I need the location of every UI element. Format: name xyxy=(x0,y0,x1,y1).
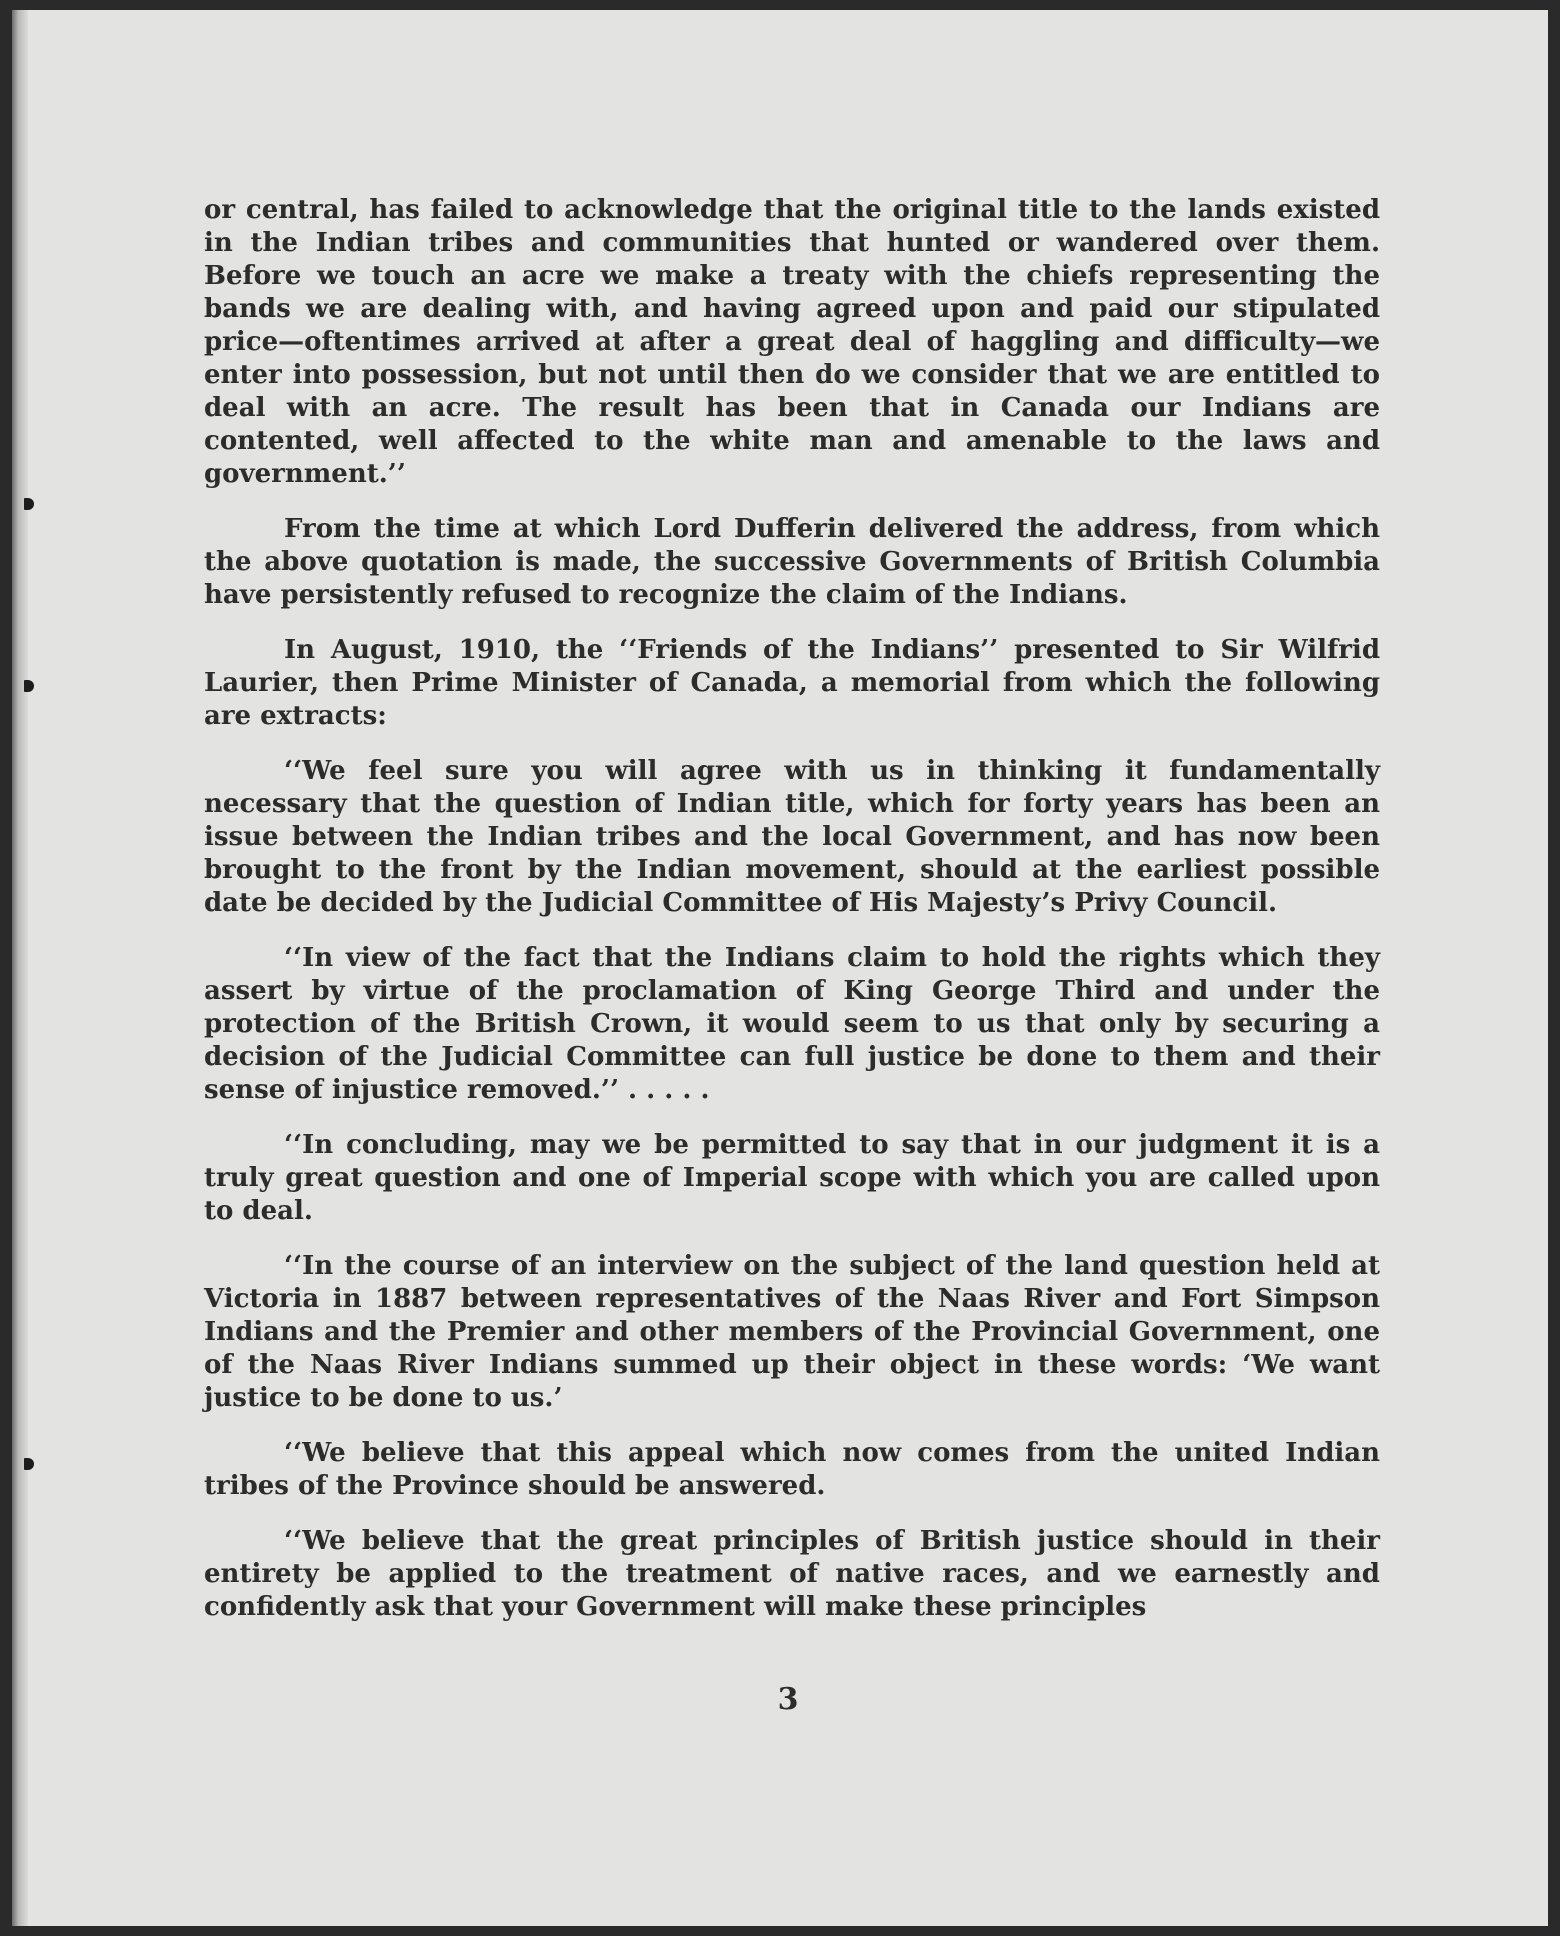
binding-mark xyxy=(24,498,34,510)
paragraph-memorial-intro: In August, 1910, the ‘‘Friends of the Indians’’ presented to Sir Wilfrid Laurier, then Prime Minister of Canada, a memorial from which the following are extracts: xyxy=(204,635,1380,731)
binding-mark xyxy=(24,1458,34,1470)
body-text xyxy=(204,194,1380,1646)
quote-concluding: ‘‘In concluding, may we be permitted to say that in our judgment it is a truly great question and one of Imperial scope with which you are called upon to deal. xyxy=(204,1130,1380,1226)
paragraph-continuation: or central, has failed to acknowledge that the original title to the lands existed in the Indian tribes and communities that hunted or wandered over them. Before we touch an acre we make a treaty with the chiefs representing the bands we are dealing with, and having agreed upon and paid our stipulated price—oftentimes arrived at after a great deal of haggling and difficulty—we enter into possession, but not until then do we consider that we are entitled to deal with an acre. The result has been that in Canada our Indians are contented, well affected to the white man and amenable to the laws and government.’’ xyxy=(204,195,1380,489)
quote-king-george: ‘‘In view of the fact that the Indians claim to hold the rights which they assert by virtue of the proclamation of King George Third and under the protection of the British Crown, it would seem to us that only by securing a decision of the Judicial Committee can full justice be done to them and their sense of injustice removed.’’ . . . . . xyxy=(204,943,1380,1105)
binding-mark xyxy=(24,680,34,692)
quote-privy-council: ‘‘We feel sure you will agree with us in thinking it fundamentally necessary that the question of Indian title, which for forty years has been an issue between the Indian tribes and the local Government, and has now been brought to the front by the Indian movement, should at the earliest possible date be decided by the Judicial Committee of His Majesty’s Privy Council. xyxy=(204,756,1380,918)
quote-appeal: ‘‘We believe that this appeal which now comes from the united Indian tribes of the Province should be answered. xyxy=(204,1438,1380,1501)
quote-interview-1887: ‘‘In the course of an interview on the subject of the land question held at Victoria in 1887 between representatives of the Naas River and Fort Simpson Indians and the Premier and other members of the Provincial Government, one of the Naas River Indians summed up their object in these words: ‘We want justice to be done to us.’ xyxy=(204,1251,1380,1413)
document-page xyxy=(12,10,1548,1926)
binding-edge xyxy=(12,10,28,1926)
paragraph-dufferin: From the time at which Lord Dufferin delivered the address, from which the above quotation is made, the successive Governments of British Columbia have persistently refused to recognize the claim of the Indians. xyxy=(204,514,1380,610)
quote-british-justice: ‘‘We believe that the great principles of British justice should in their entirety be applied to the treatment of native races, and we earnestly and confidently ask that your Government will make these principles xyxy=(204,1526,1380,1622)
page-number: 3 xyxy=(777,1682,799,1717)
